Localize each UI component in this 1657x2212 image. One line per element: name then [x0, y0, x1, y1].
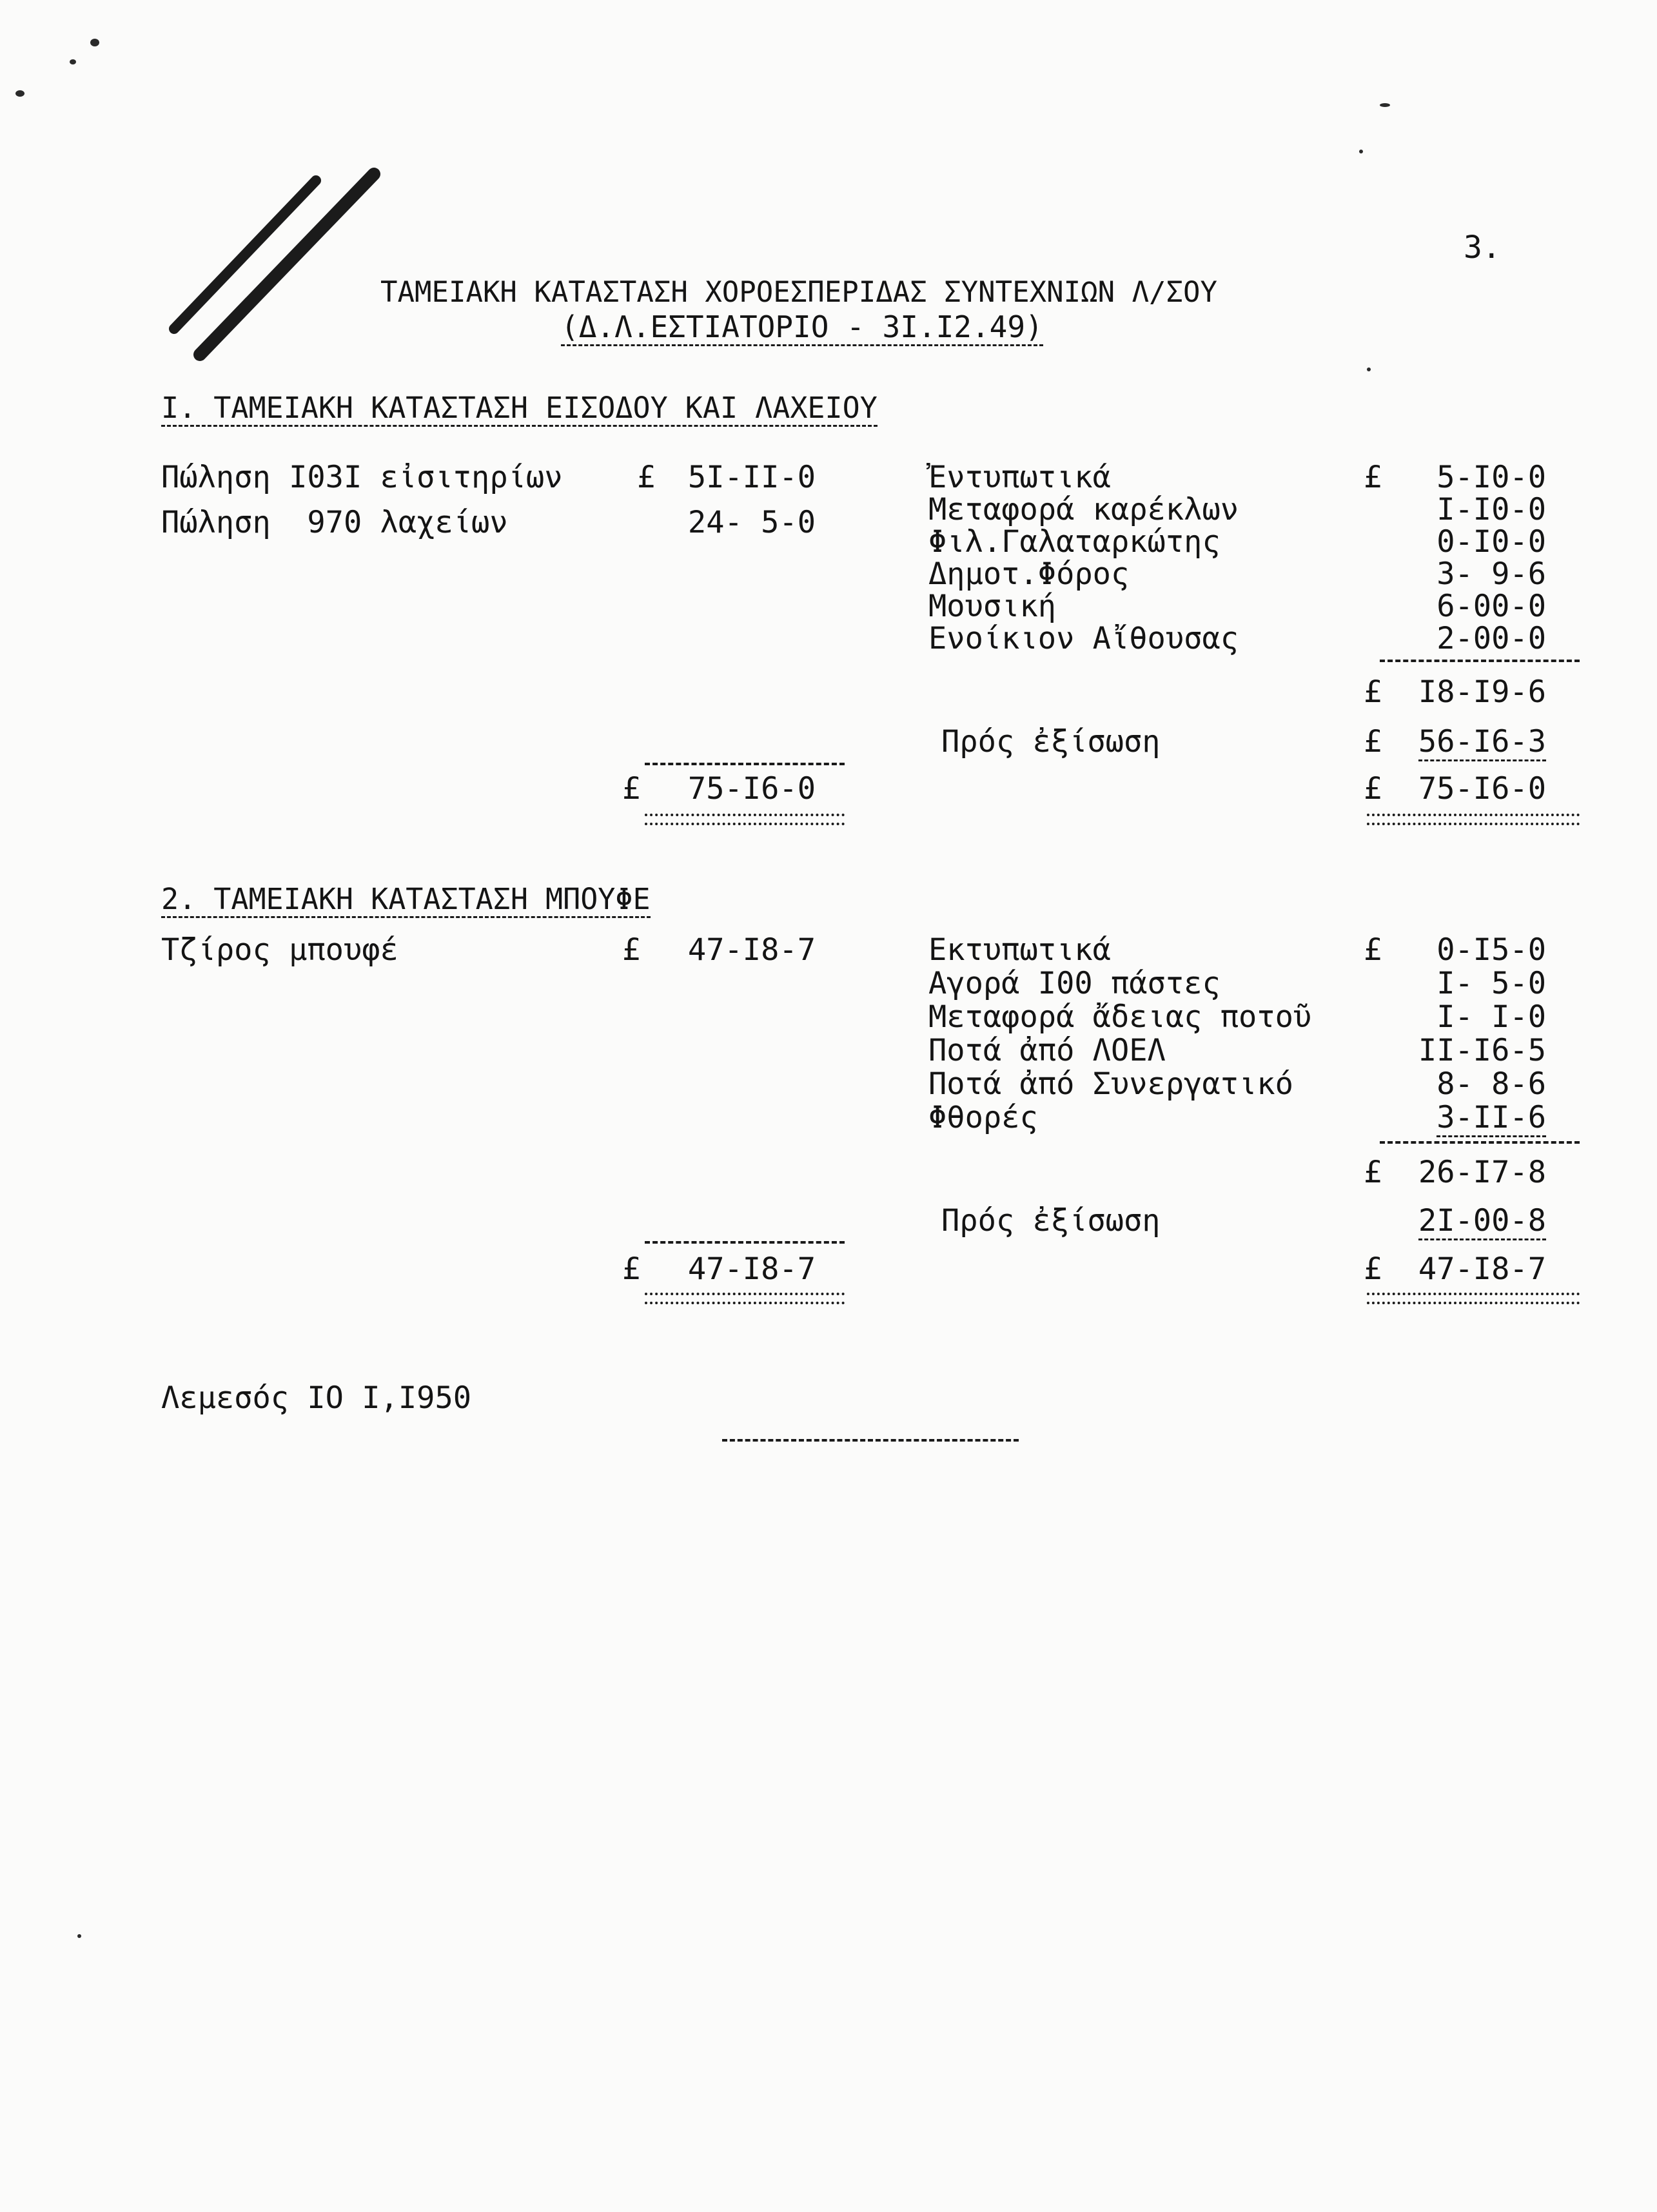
receipt-amount: 47-Ι8-7 — [687, 932, 816, 968]
expenses-subtotal: 26-Ι7-8 — [1418, 1155, 1546, 1190]
currency-symbol: £ — [1364, 460, 1382, 495]
closing-rule — [722, 1439, 1019, 1442]
expense-label: Ποτά ἀπό Συνεργατικό — [928, 1066, 1293, 1102]
total-double-rule — [1367, 814, 1580, 825]
currency-symbol: £ — [622, 771, 641, 807]
ink-speck — [15, 90, 25, 97]
expense-label: Αγορά Ι00 πάστες — [928, 966, 1221, 1001]
currency-symbol: £ — [1364, 724, 1382, 759]
ink-speck — [90, 39, 99, 46]
ink-speck — [1359, 150, 1363, 153]
date-line: Λεμεσός ΙΟ Ι,Ι950 — [161, 1380, 472, 1416]
total-rule — [645, 1241, 845, 1244]
total-double-rule — [1367, 1293, 1580, 1304]
balance-label: Πρός ἐξίσωση — [941, 724, 1161, 759]
expense-label: Φθορές — [928, 1100, 1038, 1135]
document-subtitle: (Δ.Λ.ΕΣΤΙΑΤΟΡΙΟ - 3Ι.Ι2.49) — [561, 312, 1043, 346]
receipts-total: 75-Ι6-0 — [687, 771, 816, 807]
receipts-total: 47-Ι8-7 — [687, 1251, 816, 1287]
page-number: 3. — [1464, 230, 1501, 266]
document-title: ΤΑΜΕΙΑΚΗ ΚΑΤΑΣΤΑΣΗ ΧΟΡΟΕΣΠΕΡΙΔΑΣ ΣΥΝΤΕΧΝΙΩΝ Λ/ΣΟΥ — [380, 276, 1218, 309]
receipt-amount: 24- 5-0 — [687, 505, 816, 540]
currency-symbol: £ — [1364, 1155, 1382, 1190]
ink-speck — [77, 1934, 81, 1938]
expense-amount: 8- 8-6 — [1436, 1066, 1546, 1102]
currency-symbol: £ — [1364, 771, 1382, 807]
receipt-amount: 5Ι-ΙΙ-0 — [687, 460, 816, 495]
expenses-subtotal: Ι8-Ι9-6 — [1418, 674, 1546, 710]
receipt-label: Τζίρος μπουφέ — [161, 932, 398, 968]
subtotal-rule — [1380, 1141, 1580, 1144]
expense-amount: ΙΙ-Ι6-5 — [1418, 1033, 1546, 1068]
ink-speck — [1367, 367, 1371, 371]
balance-amount: 2Ι-00-8 — [1418, 1206, 1546, 1240]
expense-amount: Ι- Ι-0 — [1436, 999, 1546, 1035]
receipt-label: Πώληση 970 λαχείων — [161, 505, 508, 540]
currency-symbol: £ — [1364, 1251, 1382, 1287]
currency-symbol: £ — [1364, 932, 1382, 968]
total-double-rule — [645, 814, 845, 825]
currency-symbol: £ — [622, 1251, 641, 1287]
expense-amount: 6-00-0 — [1436, 589, 1546, 624]
expense-amount: 0-Ι5-0 — [1436, 932, 1546, 968]
total-double-rule — [645, 1293, 845, 1304]
expense-label: Δημοτ.Φόρος — [928, 556, 1130, 592]
expense-amount: 5-Ι0-0 — [1436, 460, 1546, 495]
expense-amount: 2-00-0 — [1436, 621, 1546, 656]
section-heading: Ι. ΤΑΜΕΙΑΚΗ ΚΑΤΑΣΤΑΣΗ ΕΙΣΟΔΟΥ ΚΑΙ ΛΑΧΕΙΟΥ — [161, 393, 878, 427]
expense-label: Μουσική — [928, 589, 1057, 624]
ink-speck — [70, 59, 76, 64]
expense-amount: 3-ΙΙ-6 — [1436, 1102, 1546, 1137]
expense-amount: 0-Ι0-0 — [1436, 524, 1546, 560]
expense-label: Ποτά ἀπό ΛΟΕΛ — [928, 1033, 1166, 1068]
balance-amount: 56-Ι6-3 — [1418, 727, 1546, 761]
handwritten-strike-marks — [155, 161, 387, 374]
expense-amount: 3- 9-6 — [1436, 556, 1546, 592]
expense-label: Φιλ.Γαλαταρκώτης — [928, 524, 1221, 560]
expense-label: Μεταφορά ἄδειας ποτοῦ — [928, 999, 1312, 1035]
total-rule — [645, 763, 845, 765]
section-heading: 2. ΤΑΜΕΙΑΚΗ ΚΑΤΑΣΤΑΣΗ ΜΠΟΥΦΕ — [161, 885, 651, 918]
expense-amount: Ι- 5-0 — [1436, 966, 1546, 1001]
currency-symbol: £ — [622, 932, 641, 968]
expense-label: Ενοίκιον Αἴθουσας — [928, 621, 1239, 656]
subtotal-rule — [1380, 660, 1580, 662]
expenses-total: 75-Ι6-0 — [1418, 771, 1546, 807]
currency-symbol: £ — [1364, 674, 1382, 710]
balance-label: Πρός ἐξίσωση — [941, 1203, 1161, 1238]
expense-label: Εκτυπωτικά — [928, 932, 1111, 968]
expense-amount: Ι-Ι0-0 — [1436, 492, 1546, 527]
receipt-label: Πώληση Ι03Ι εἰσιτηρίων — [161, 460, 563, 495]
expenses-total: 47-Ι8-7 — [1418, 1251, 1546, 1287]
ink-speck — [1380, 103, 1390, 107]
expense-label: Μεταφορά καρέκλων — [928, 492, 1239, 527]
expense-label: Ἐντυπωτικά — [928, 460, 1111, 495]
currency-symbol: £ — [637, 460, 656, 495]
